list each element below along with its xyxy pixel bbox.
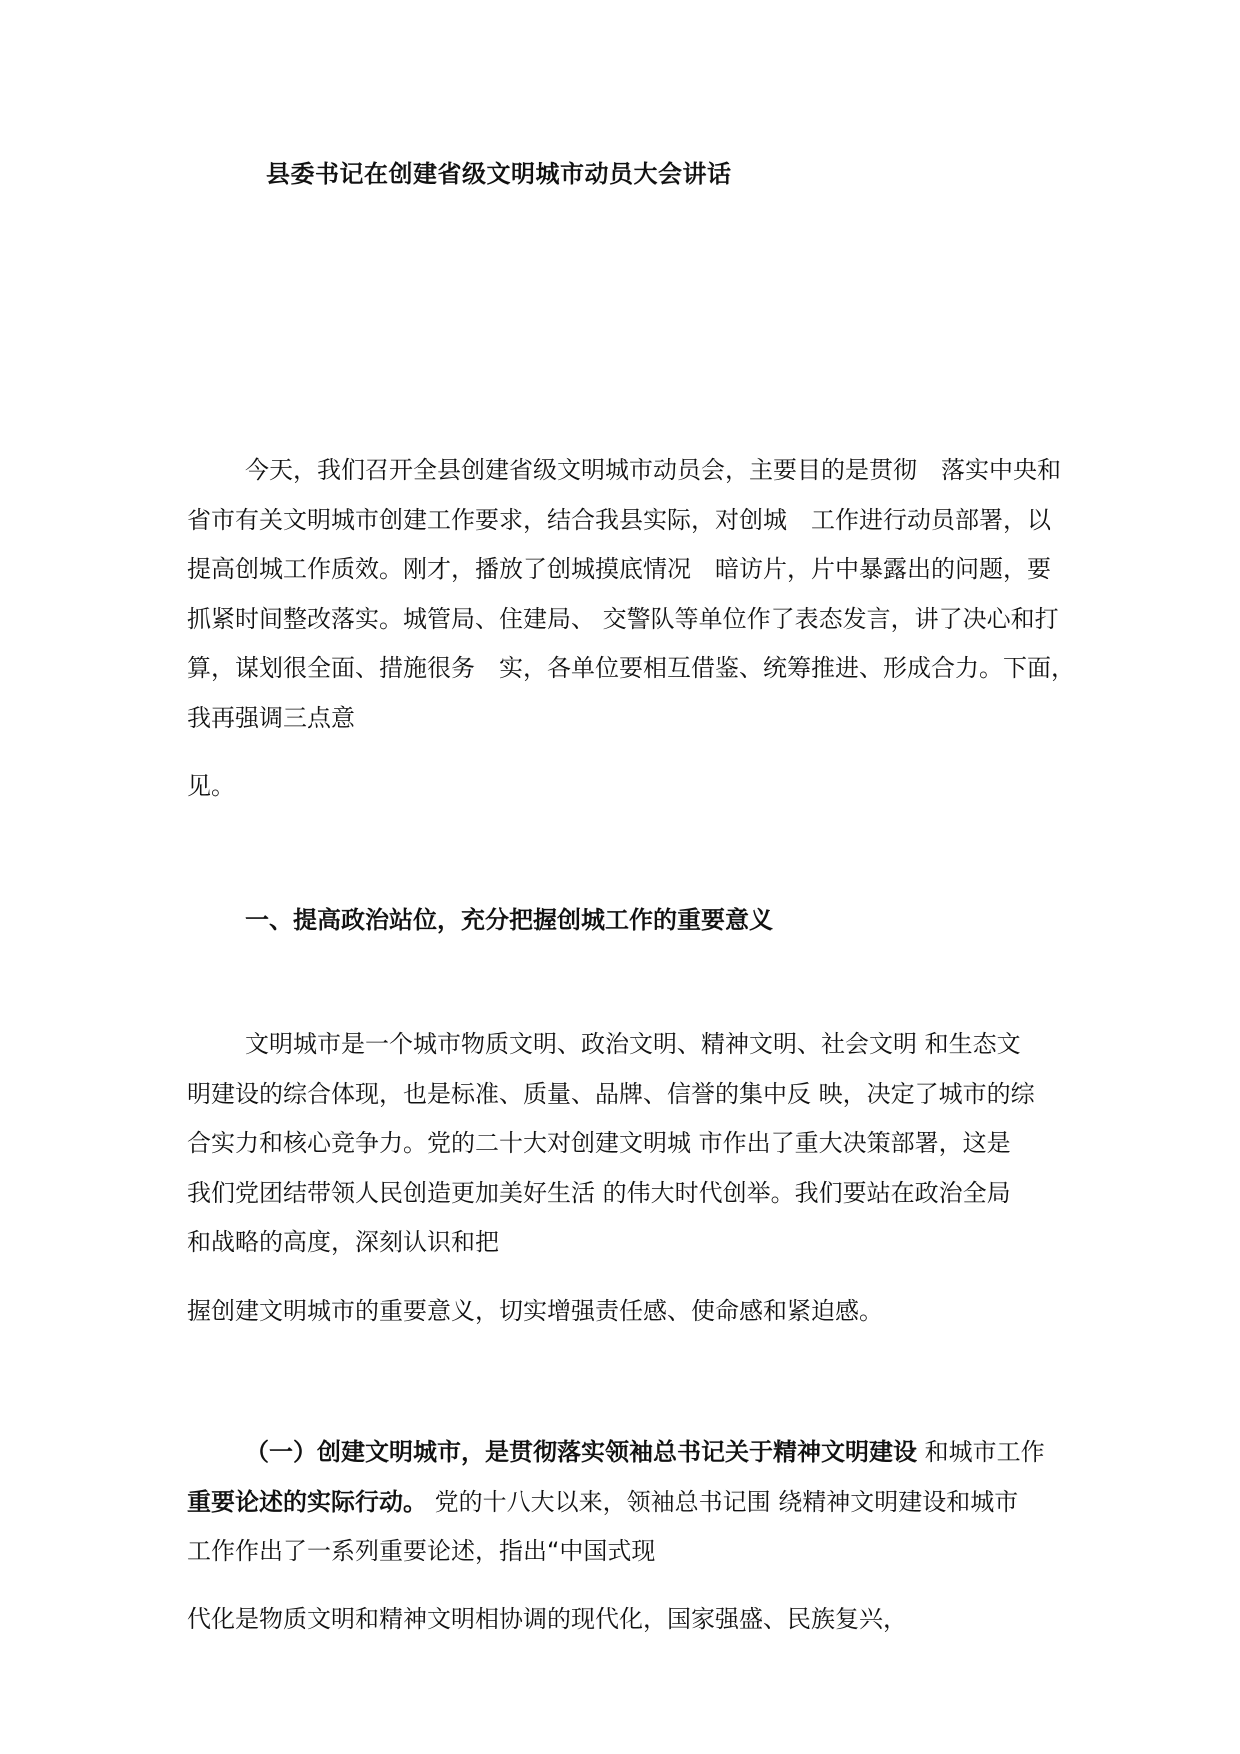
intro-line: 省市有关文明城市创建工作要求，结合我县实际，对创城 工作进行动员部署，以: [187, 505, 1051, 534]
section1-line: 我们党团结带领人民创造更加美好生活 的伟大时代创举。我们要站在政治全局: [187, 1178, 1011, 1207]
subsection1-text: 党的十八大以来，领袖总书记围 绕精神文明建设和城市: [427, 1487, 1019, 1516]
subsection1-tail: [187, 1595, 1067, 1645]
subsection-heading-cont: 重要论述的实际行动。: [187, 1487, 427, 1516]
section-heading: 一、提高政治站位，充分把握创城工作的重要意义: [245, 906, 773, 934]
subsection-heading: （一）创建文明城市，是贯彻落实领袖总书记关于精神文明建设: [245, 1438, 917, 1466]
section1-line: 明建设的综合体现，也是标准、质量、品牌、信誉的集中反 映，决定了城市的综: [187, 1079, 1035, 1108]
intro-line: 提高创城工作质效。刚才，播放了创城摸底情况 暗访片，片中暴露出的问题，要: [187, 555, 1051, 583]
document-title: 县委书记在创建省级文明城市动员大会讲话: [266, 160, 732, 188]
section1-paragraph: [187, 1020, 1067, 1268]
subsection1-text: 和城市工作: [917, 1438, 1045, 1466]
subsection1-line: 工作作出了一系列重要论述，指出“中国式现: [187, 1537, 656, 1565]
section1-line: 合实力和核心竞争力。党的二十大对创建文明城 市作出了重大决策部署，这是: [187, 1129, 1011, 1157]
intro-line: 今天，我们召开全县创建省级文明城市动员会，主要目的是贯彻 落实中央和: [245, 456, 1061, 484]
section1-tail: [187, 1287, 1067, 1337]
section1-line: 文明城市是一个城市物质文明、政治文明、精神文明、社会文明 和生态文: [245, 1030, 1021, 1058]
subsection1-paragraph: [187, 1428, 1067, 1577]
intro-line: 我再强调三点意: [187, 703, 355, 732]
subsection1-line: [187, 1478, 1067, 1528]
intro-paragraph: [187, 446, 1075, 743]
section1-line: 和战略的高度，深刻认识和把: [187, 1228, 499, 1256]
intro-tail: [187, 762, 1067, 812]
intro-tail-line: 见。: [187, 772, 235, 800]
subsection1-line: [187, 1428, 1067, 1478]
intro-line: 抓紧时间整改落实。城管局、住建局、 交警队等单位作了表态发言，讲了决心和打: [187, 604, 1059, 633]
subsection1-tail-line: 代化是物质文明和精神文明相协调的现代化，国家强盛、民族复兴，: [187, 1605, 907, 1633]
intro-line: 算，谋划很全面、措施很务 实，各单位要相互借鉴、统筹推进、形成合力。下面，: [187, 654, 1075, 682]
section1-tail-line: 握创建文明城市的重要意义，切实增强责任感、使命感和紧迫感。: [187, 1297, 883, 1325]
